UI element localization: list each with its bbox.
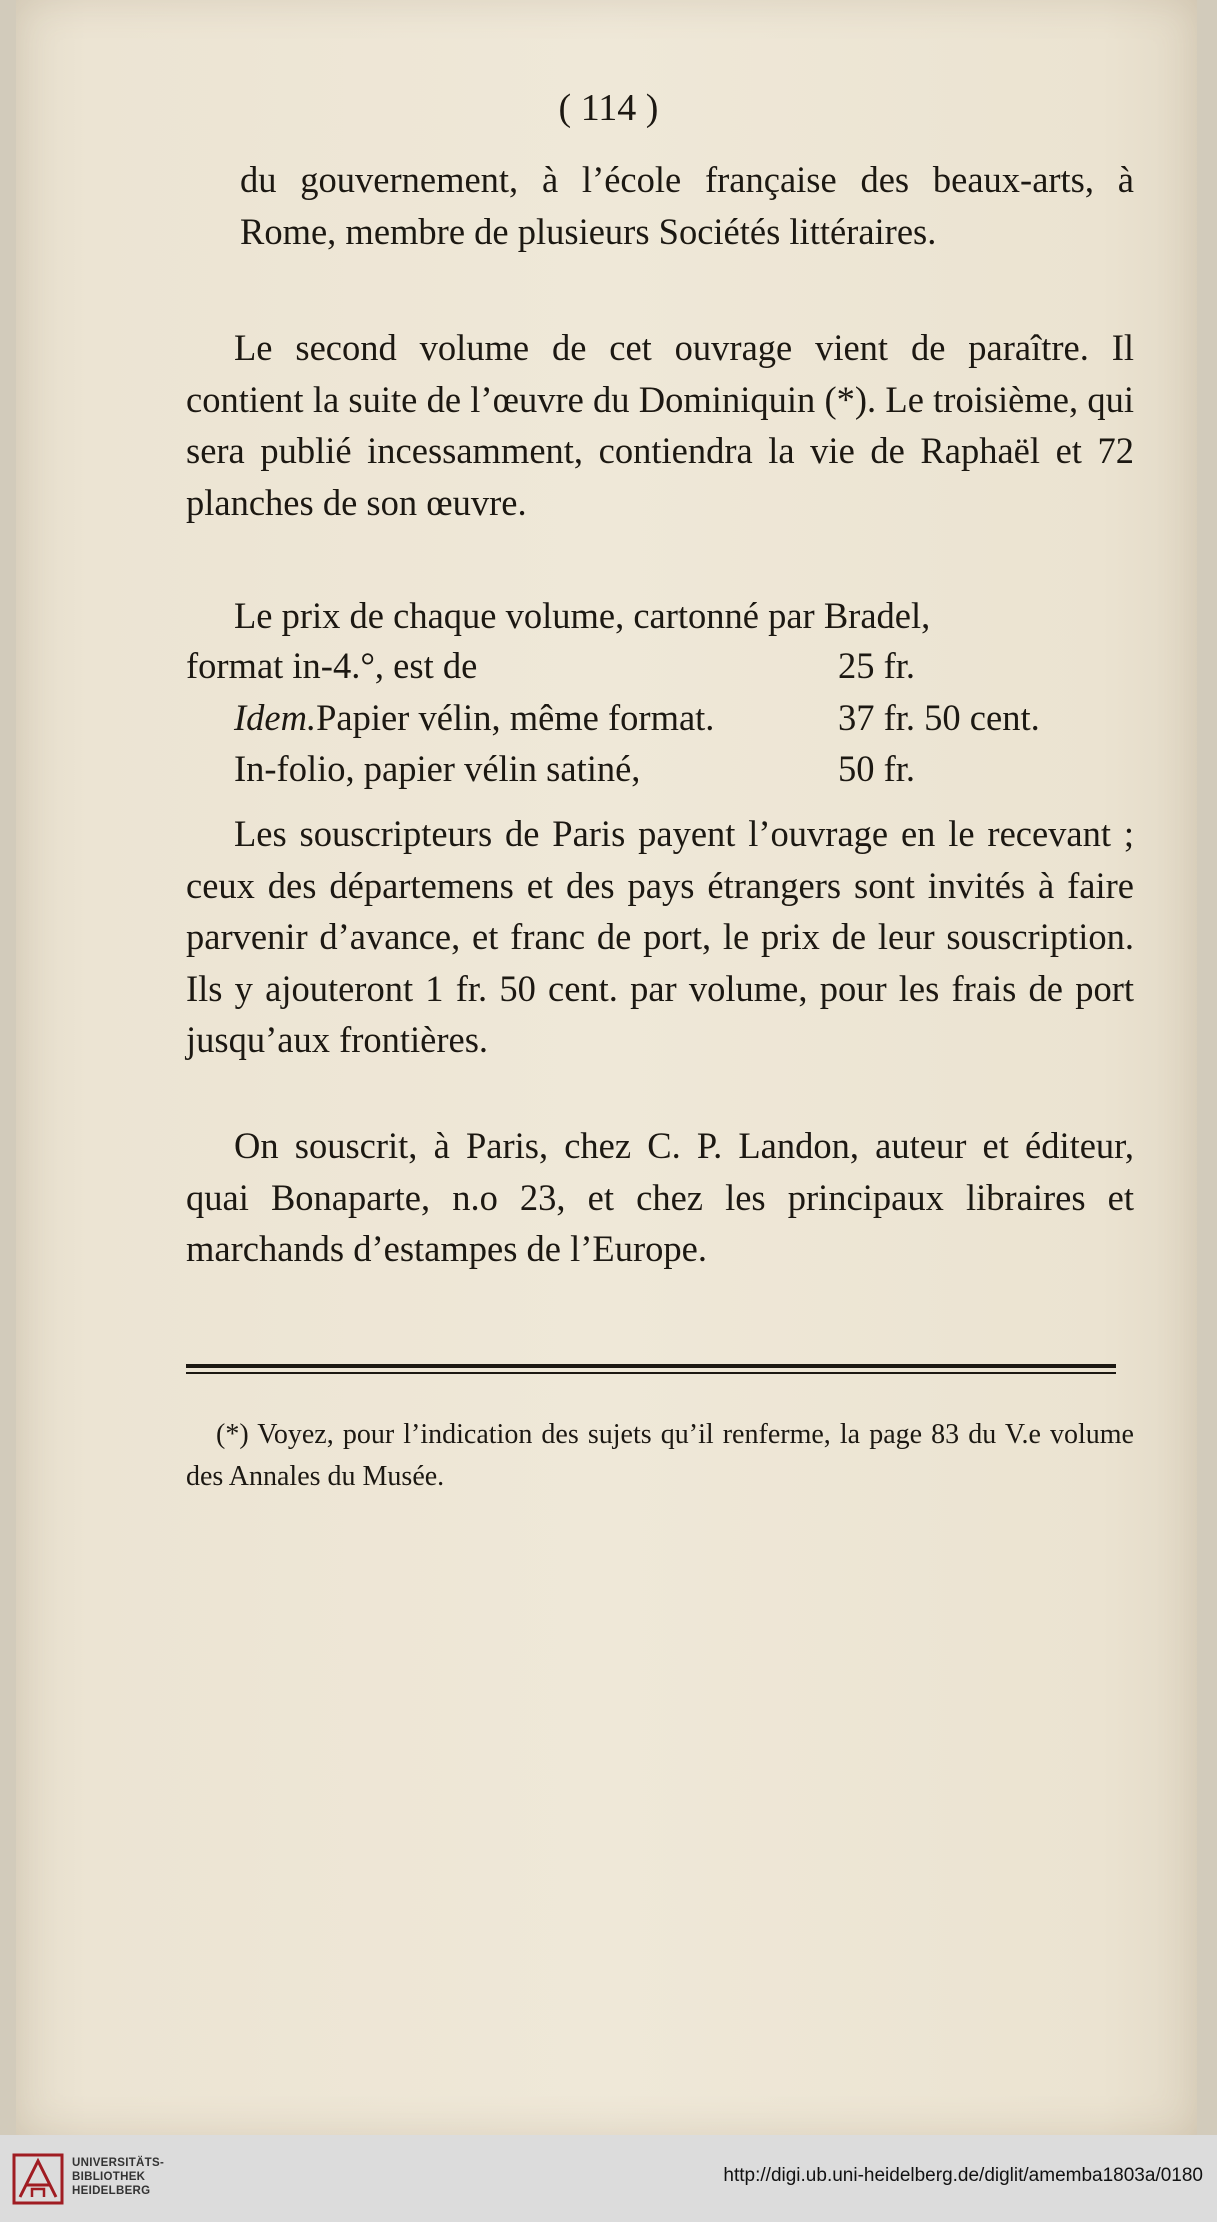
page-number: ( 114 ) — [558, 87, 659, 129]
paragraph-price-lead — [186, 590, 1134, 642]
price-label: In-folio, papier vélin satiné, — [234, 748, 641, 789]
price-table — [186, 640, 1134, 795]
paragraph-2-text: Le second volume de cet ouvrage vient de paraître. Il contient la suite de l’œuvre du Dominiquin (*). Le troisième, qui sera publié incessamment, contiendra la vie de Raphaël et 72 planches de son œuvre. — [186, 327, 1134, 523]
source-url-link[interactable]: http://digi.ub.uni-heidelberg.de/diglit/amemba1803a/0180 — [723, 2165, 1203, 2186]
ub-heidelberg-logo-icon — [12, 2153, 64, 2205]
price-label: format in-4.°, est de — [186, 645, 478, 686]
paragraph-1-text: du gouvernement, à l’école française des beaux-arts, à Rome, membre de plusieurs Sociétés littéraires. — [240, 159, 1134, 252]
paragraph-subscribers — [186, 808, 1134, 1066]
paragraph-4-text: Les souscripteurs de Paris payent l’ouvrage en le recevant ; ceux des départemens et des pays étrangers sont invités à faire parvenir d’avance, et franc de port, le prix de leur souscription. Ils y ajouteront 1 fr. 50 cent. par volume, pour les frais de port jusqu’aux frontières. — [186, 813, 1134, 1060]
library-name — [72, 2156, 164, 2198]
footnote-divider-thin — [186, 1372, 1116, 1374]
paragraph-3-lead-text: Le prix de chaque volume, cartonné par Bradel, — [234, 595, 931, 636]
price-row — [186, 640, 1134, 692]
price-value: 25 fr. — [838, 645, 916, 686]
paragraph-5-text: On souscrit, à Paris, chez C. P. Landon, auteur et éditeur, quai Bonaparte, n.o 23, et chez les principaux libraires et marchands d’estampes de l’Europe. — [186, 1125, 1134, 1269]
price-row — [186, 743, 1134, 795]
footer-bar — [0, 2135, 1217, 2222]
price-value: 37 fr. 50 cent. — [838, 696, 1040, 738]
library-name-line: BIBLIOTHEK — [72, 2171, 146, 2183]
price-row — [186, 692, 1134, 744]
book-page — [16, 0, 1197, 2135]
price-value: 50 fr. — [838, 748, 916, 789]
paragraph-second-volume — [186, 322, 1134, 528]
library-name-line: UNIVERSITÄTS- — [72, 2157, 165, 2169]
paragraph-continued — [240, 154, 1134, 257]
price-label: Idem.Papier vélin, même format. — [234, 696, 715, 738]
paragraph-subscription-address — [186, 1120, 1134, 1275]
library-name-line: HEIDELBERG — [72, 2185, 151, 2197]
footnote-divider-thick — [186, 1364, 1116, 1368]
footnote: (*) Voyez, pour l’indication des sujets qu’il renferme, la page 83 du V.e volume des Annales du Musée. — [186, 1419, 1134, 1492]
